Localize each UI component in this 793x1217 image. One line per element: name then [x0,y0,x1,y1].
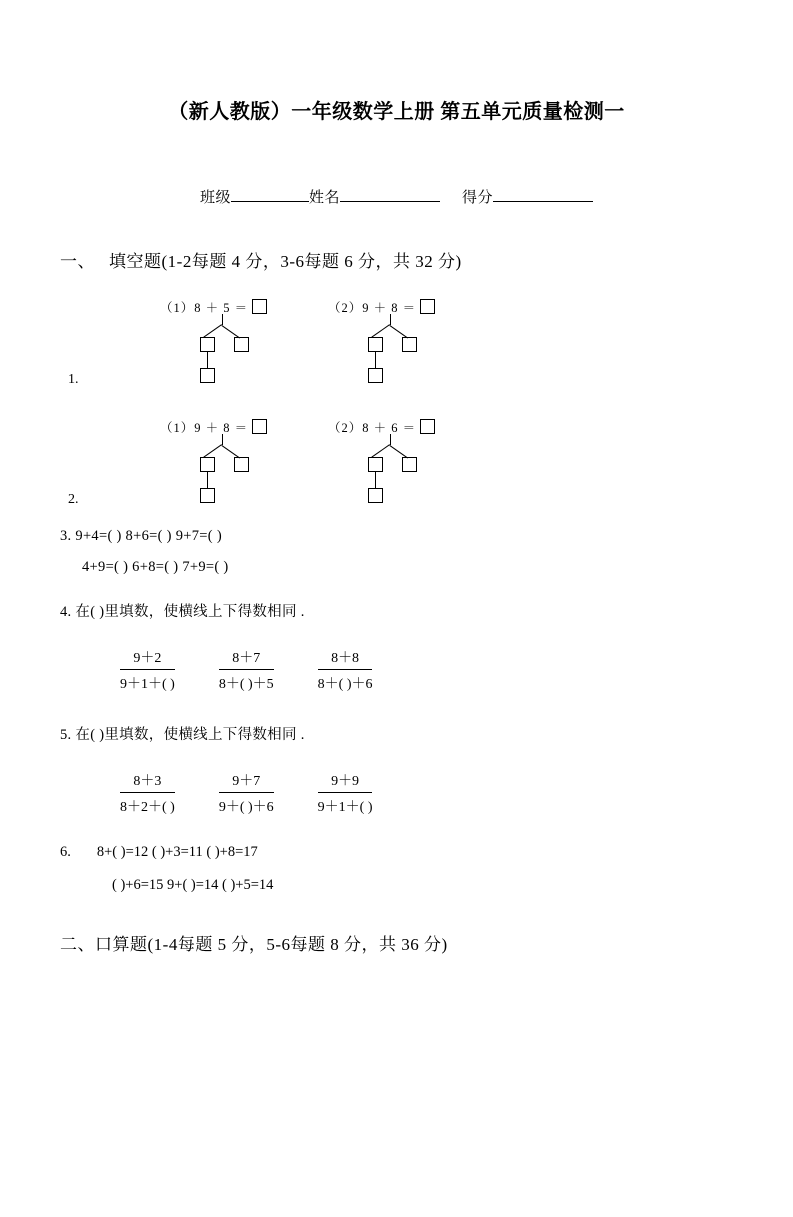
fraction-numerator: 9＋9 [331,774,360,789]
worksheet-page [0,95,793,1217]
split-expr-1a [160,298,267,316]
stem [222,314,223,325]
page-title: （新人教版）一年级数学上册 第五单元质量检测一 [168,101,625,123]
section-fill-in-blank-heading [60,247,733,272]
fraction-item [318,647,373,693]
fraction-item [120,647,175,693]
section-2-number: 二、 [60,935,95,954]
question-5-text: 5. 在( )里填数，使横线上下得数相同 . [60,727,305,743]
stem [222,434,223,445]
branch-right [203,324,222,337]
split-unit-2b [328,418,496,504]
split-expr-2b [328,418,435,436]
question-6-number: 6. [60,844,71,860]
fraction-item [120,770,175,816]
fraction-numerator: 8＋7 [232,651,261,666]
question-6-text-1: 8+( )=12 ( )+3=11 ( )+8=17 [96,844,258,860]
stem-down [207,472,208,488]
equals-sign: ＝ [402,421,417,435]
stem-down [375,352,376,368]
question-2-number: 2. [68,492,79,507]
split-box-bottom[interactable] [368,368,383,383]
branch-right [371,324,390,337]
operand-2: 5 [223,301,231,315]
plus-sign: ＋ [373,421,388,435]
stem [390,314,391,325]
question-4-fractions [60,647,733,693]
equals-sign: ＝ [234,301,249,315]
split-box-right[interactable] [402,457,417,472]
section-1-text: 填空题(1-2每题 4 分，3-6每题 6 分，共 32 分) [109,252,462,271]
split-box-bottom[interactable] [200,368,215,383]
plus-sign: ＋ [205,421,220,435]
split-box-left[interactable] [368,457,383,472]
split-box-bottom[interactable] [200,488,215,503]
answer-box[interactable] [420,299,435,314]
operand-2: 8 [391,301,399,315]
split-box-right[interactable] [234,457,249,472]
stem-down [207,352,208,368]
fraction-numerator: 9＋2 [133,651,162,666]
question-3-line-2: 4+9=( ) 6+8=( ) 7+9=( ) [82,559,229,575]
equals-sign: ＝ [234,421,249,435]
name-blank[interactable] [340,201,440,202]
branch-right [203,444,222,457]
operand-2: 6 [391,421,399,435]
question-6-line-1 [60,844,733,861]
split-box-left[interactable] [200,337,215,352]
expr-prefix: （2）8 [328,421,370,435]
question-3-line-1: 3. 9+4=( ) 8+6=( ) 9+7=( ) [60,528,222,544]
split-expr-1b [328,298,435,316]
fraction-denominator[interactable]: 9＋( )＋6 [218,800,274,815]
plus-sign: ＋ [373,301,388,315]
split-box-left[interactable] [200,457,215,472]
split-unit-1a [160,298,328,384]
fraction-numerator: 8＋3 [133,774,162,789]
plus-sign: ＋ [205,301,220,315]
split-unit-2a [160,418,328,504]
fraction-item [318,770,373,816]
equals-sign: ＝ [402,301,417,315]
split-box-bottom[interactable] [368,488,383,503]
split-expr-2a [160,418,267,436]
operand-2: 8 [223,421,231,435]
answer-box[interactable] [420,419,435,434]
answer-box[interactable] [252,299,267,314]
question-6-line-2: ( )+6=15 9+( )=14 ( )+5=14 [112,877,274,893]
branch-right [371,444,390,457]
fraction-denominator[interactable]: 8＋( )＋6 [317,677,373,692]
class-label: 班级 [199,190,231,206]
fraction-numerator: 8＋8 [331,651,360,666]
split-box-right[interactable] [402,337,417,352]
split-box-left[interactable] [368,337,383,352]
section-oral-calc-heading [60,930,733,955]
question-4-text: 4. 在( )里填数，使横线上下得数相同 . [60,604,305,620]
fraction-denominator[interactable]: 9＋1＋( ) [317,800,373,815]
question-1-number: 1. [68,372,79,387]
class-blank[interactable] [231,201,309,202]
fraction-denominator[interactable]: 9＋1＋( ) [120,677,175,692]
fraction-numerator: 9＋7 [232,774,261,789]
fraction-denominator[interactable]: 8＋( )＋5 [218,677,274,692]
split-box-right[interactable] [234,337,249,352]
expr-prefix: （1）9 [160,421,202,435]
stem-down [375,472,376,488]
name-label: 姓名 [308,190,340,206]
answer-box[interactable] [252,419,267,434]
section-2-text: 口算题(1-4每题 5 分，5-6每题 8 分，共 36 分) [95,935,448,954]
student-info-line [60,186,733,207]
number-split-block-1 [60,298,733,387]
expr-prefix: （1）8 [160,301,202,315]
fraction-denominator[interactable]: 8＋2＋( ) [120,800,175,815]
score-label: 得分 [462,190,494,206]
score-blank[interactable] [493,201,593,202]
fraction-item [219,770,274,816]
fraction-item [219,647,274,693]
number-split-block-2 [60,418,733,507]
expr-prefix: （2）9 [328,301,370,315]
split-unit-1b [328,298,496,384]
question-5-fractions [60,770,733,816]
stem [390,434,391,445]
section-1-number: 一、 [60,252,95,271]
